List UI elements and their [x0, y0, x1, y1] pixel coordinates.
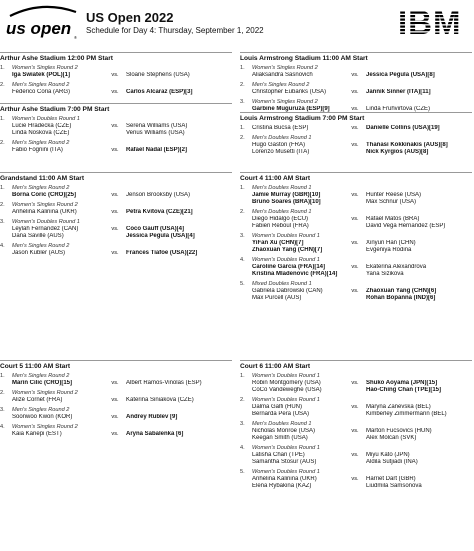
teams-line [0, 233, 232, 240]
vs-label [344, 459, 366, 466]
player-b: Alex Molcan (SVK) [366, 435, 417, 441]
teams-line [240, 483, 472, 490]
teams-line [0, 397, 232, 404]
player-a: Keegan Smith (USA) [252, 435, 308, 441]
player-b: Miyu Kato (JPN) [366, 452, 410, 458]
player-a: Lucie Hradecka (CZE) [12, 123, 72, 129]
vs-label: vs. [111, 192, 119, 198]
match-event [240, 469, 472, 476]
player-b: Jannik Sinner (ITA)[11] [366, 89, 431, 95]
event-name: Women's Doubles Round 1 [12, 219, 80, 225]
event-name: Women's Singles Round 2 [12, 390, 78, 396]
player-a: Hugo Gaston (FRA) [252, 142, 306, 148]
match-row [240, 185, 472, 206]
match-event [240, 445, 472, 452]
court-heading: Louis Armstrong Stadium 7:00 PM Start [240, 112, 472, 122]
match-number: 1. [0, 185, 5, 191]
teams-line [240, 264, 472, 271]
teams-line [0, 209, 232, 216]
court-section-ash-noon [0, 52, 232, 99]
vs-label: vs. [351, 106, 359, 112]
teams-line [0, 147, 232, 154]
player-b: Hunter Reese (USA) [366, 192, 422, 198]
match-row [0, 219, 232, 240]
event-name: Men's Singles Round 2 [12, 185, 70, 191]
event-name: Women's Singles Round 2 [252, 65, 318, 71]
teams-line [0, 89, 232, 96]
player-b: Maryna Zanevska (BEL) [366, 404, 431, 410]
vs-label [344, 295, 366, 302]
teams-line [240, 271, 472, 278]
event-name: Women's Singles Round 2 [12, 424, 78, 430]
player-a: Fabio Fognini (ITA) [12, 147, 63, 153]
vs-label: vs. [111, 123, 119, 129]
teams-line [240, 411, 472, 418]
match-number: 2. [240, 209, 245, 215]
teams-line [240, 288, 472, 295]
player-b: Shuko Aoyama (JPN)[15] [366, 380, 438, 386]
teams-line [240, 247, 472, 254]
teams-line [240, 435, 472, 442]
match-event [0, 373, 232, 380]
match-row [240, 82, 472, 96]
match-number: 1. [0, 65, 5, 71]
match-event [0, 185, 232, 192]
player-b: Kimberley Zimmermann (BEL) [366, 411, 447, 417]
player-a: Jason Kubler (AUS) [12, 250, 66, 256]
teams-line [240, 89, 472, 96]
player-a: Kristina Mladenovic (FRA)[14] [252, 271, 338, 277]
page-title: US Open 2022 [86, 10, 174, 25]
vs-label [344, 199, 366, 206]
ibm-logo [398, 8, 468, 41]
vs-label: vs. [351, 380, 359, 386]
player-b: Andrey Rublev [9] [126, 414, 178, 420]
match-event [240, 135, 472, 142]
player-b: Zhaoxuan Yang (CHN)[6] [366, 288, 437, 294]
vs-label: vs. [111, 397, 119, 403]
match-event [0, 82, 232, 89]
player-a: Fabien Reboul (FRA) [252, 223, 309, 229]
match-number: 3. [0, 407, 5, 413]
match-event [240, 65, 472, 72]
player-a: Anhelina Kalinina (UKR) [252, 476, 317, 482]
page-subtitle: Schedule for Day 4: Thursday, September 1, 2022 [86, 26, 264, 35]
teams-line [240, 216, 472, 223]
match-number: 1. [0, 373, 5, 379]
player-a: Garbine Muguruza (ESP)[9] [252, 106, 330, 112]
teams-line [240, 125, 472, 132]
match-number: 3. [240, 99, 245, 105]
player-b: Harriet Dart (GBR) [366, 476, 416, 482]
match-number: 2. [0, 82, 5, 88]
player-b: Aldila Sutjiadi (INA) [366, 459, 418, 465]
match-event [0, 116, 232, 123]
match-number: 4. [240, 445, 245, 451]
player-b: Danielle Collins (USA)[19] [366, 125, 440, 131]
event-name: Women's Doubles Round 1 [252, 257, 320, 263]
match-number: 5. [240, 281, 245, 287]
match-row [0, 202, 232, 216]
match-row [240, 209, 472, 230]
player-a: Robin Montgomery (USA) [252, 380, 321, 386]
svg-text:®: ® [74, 35, 77, 40]
vs-label: vs. [351, 452, 359, 458]
teams-line [0, 130, 232, 137]
vs-label: vs. [111, 72, 119, 78]
player-b: Jessica Pegula (USA)[4] [126, 233, 195, 239]
vs-label: vs. [111, 147, 119, 153]
player-a: Aliaksandra Sasnovich [252, 72, 313, 78]
match-row [0, 424, 232, 438]
page-header [0, 0, 474, 46]
player-b: Rafael Nadal (ESP)[2] [126, 147, 188, 153]
player-a: Dana Saville (AUS) [12, 233, 64, 239]
player-a: Caroline Garcia (FRA)[14] [252, 264, 326, 270]
match-row [240, 125, 472, 132]
player-b: Katerina Siniakova (CZE) [126, 397, 194, 403]
player-a: Diego Hidalgo (ECU) [252, 216, 309, 222]
vs-label: vs. [111, 380, 119, 386]
match-row [240, 445, 472, 466]
match-number: 2. [240, 135, 245, 141]
vs-label [344, 223, 366, 230]
player-a: Bernarda Pera (USA) [252, 411, 310, 417]
teams-line [0, 380, 232, 387]
match-event [240, 257, 472, 264]
match-number: 1. [240, 185, 245, 191]
vs-label: vs. [111, 250, 119, 256]
court-section-ash-night [0, 103, 232, 157]
player-b: Jenson Brooksby (USA) [126, 192, 191, 198]
event-name: Men's Singles Round 2 [12, 373, 70, 379]
match-number: 2. [0, 390, 5, 396]
vs-label [104, 130, 126, 137]
match-row [0, 390, 232, 404]
match-event [240, 421, 472, 428]
event-name: Women's Singles Round 2 [12, 65, 78, 71]
match-row [0, 82, 232, 96]
vs-label: vs. [111, 89, 119, 95]
match-row [240, 257, 472, 278]
player-a: Gabriela Dabrowski (CAN) [252, 288, 323, 294]
teams-line [240, 380, 472, 387]
match-number: 3. [240, 421, 245, 427]
event-name: Women's Doubles Round 1 [252, 397, 320, 403]
match-number: 2. [0, 202, 5, 208]
event-name: Men's Doubles Round 1 [252, 135, 312, 141]
player-a: Zhaoxuan Yang (CHN)[7] [252, 247, 323, 253]
us-open-logo [4, 2, 82, 42]
teams-line [240, 428, 472, 435]
teams-line [240, 459, 472, 466]
player-a: Linda Noskova (CZE) [12, 130, 70, 136]
match-row [240, 281, 472, 302]
court-section-armstrong-night [240, 112, 472, 159]
court-heading: Court 5 11:00 AM Start [0, 360, 232, 370]
event-name: Women's Doubles Round 1 [12, 116, 80, 122]
match-number: 4. [240, 257, 245, 263]
court-section-court6 [240, 360, 472, 493]
teams-line [240, 476, 472, 483]
match-row [240, 373, 472, 394]
vs-label [344, 435, 366, 442]
event-name: Women's Doubles Round 1 [252, 233, 320, 239]
match-number: 4. [0, 243, 5, 249]
match-event [240, 82, 472, 89]
match-row [240, 135, 472, 156]
match-number: 1. [0, 116, 5, 122]
teams-line [0, 72, 232, 79]
teams-line [240, 452, 472, 459]
teams-line [0, 123, 232, 130]
teams-line [240, 295, 472, 302]
player-b: Carlos Alcaraz (ESP)[3] [126, 89, 193, 95]
player-b: Serena Williams (USA) [126, 123, 188, 129]
player-a: Cristina Bucsa (ESP) [252, 125, 309, 131]
match-number: 2. [240, 82, 245, 88]
player-a: Iga Swiatek (POL)[1] [12, 72, 71, 78]
teams-line [240, 149, 472, 156]
vs-label: vs. [351, 216, 359, 222]
player-a: Alizé Cornet (FRA) [12, 397, 63, 403]
event-name: Men's Singles Round 2 [12, 243, 70, 249]
event-name: Men's Singles Round 2 [12, 407, 70, 413]
player-a: Soonwoo Kwon (KOR) [12, 414, 73, 420]
court-heading: Arthur Ashe Stadium 12:00 PM Start [0, 52, 232, 62]
vs-label: vs. [111, 226, 119, 232]
vs-label: vs. [351, 142, 359, 148]
court-section-armstrong-day [240, 52, 472, 116]
player-b: Venus Williams (USA) [126, 130, 185, 136]
vs-label: vs. [111, 431, 119, 437]
player-b: Aryna Sabalenka [6] [126, 431, 184, 437]
vs-label: vs. [351, 264, 359, 270]
teams-line [0, 226, 232, 233]
teams-line [0, 414, 232, 421]
teams-line [240, 72, 472, 79]
teams-line [0, 192, 232, 199]
match-row [240, 469, 472, 490]
vs-label [344, 483, 366, 490]
teams-line [240, 223, 472, 230]
court-section-court5 [0, 360, 232, 441]
player-a: Samantha Stosur (AUS) [252, 459, 317, 465]
match-event [240, 185, 472, 192]
match-event [240, 209, 472, 216]
player-b: David Vega Hernandez (ESP) [366, 223, 446, 229]
player-a: Latisha Chan (TPE) [252, 452, 305, 458]
match-row [0, 407, 232, 421]
event-name: Mixed Doubles Round 1 [252, 281, 312, 287]
vs-label [344, 271, 366, 278]
player-b: Xinyun Han (CHN) [366, 240, 416, 246]
event-name: Women's Singles Round 2 [252, 99, 318, 105]
vs-label: vs. [351, 288, 359, 294]
player-b: Yana Sizikova [366, 271, 404, 277]
player-a: Bruno Soares (BRA)[10] [252, 199, 321, 205]
player-a: Jamie Murray (GBR)[10] [252, 192, 321, 198]
match-row [240, 233, 472, 254]
player-b: Frances Tiafoe (USA)[22] [126, 250, 198, 256]
event-name: Men's Singles Round 2 [12, 82, 70, 88]
player-a: Lorenzo Musetti (ITA) [252, 149, 310, 155]
vs-label: vs. [351, 428, 359, 434]
match-event [0, 140, 232, 147]
vs-label: vs. [351, 125, 359, 131]
player-a: Christopher Eubanks (USA) [252, 89, 327, 95]
match-event [0, 424, 232, 431]
court-heading: Court 6 11:00 AM Start [240, 360, 472, 370]
vs-label [344, 387, 366, 394]
vs-label: vs. [111, 414, 119, 420]
match-event [240, 233, 472, 240]
court-section-grandstand [0, 172, 232, 260]
player-b: Jessica Pegula (USA)[8] [366, 72, 435, 78]
match-event [0, 219, 232, 226]
event-name: Women's Doubles Round 1 [252, 469, 320, 475]
vs-label [344, 149, 366, 156]
player-a: Max Purcell (AUS) [252, 295, 302, 301]
match-row [0, 140, 232, 154]
player-b: Linda Fruhvirtova (CZE) [366, 106, 431, 112]
event-name: Men's Singles Round 2 [12, 140, 70, 146]
match-number: 3. [0, 219, 5, 225]
player-b: Albert Ramos-Vinolas (ESP) [126, 380, 202, 386]
vs-label: vs. [351, 89, 359, 95]
player-b: Rohan Bopanna (IND)[6] [366, 295, 436, 301]
vs-label: vs. [351, 476, 359, 482]
svg-text:us open: us open [6, 19, 72, 38]
match-number: 1. [240, 373, 245, 379]
match-event [0, 65, 232, 72]
match-number: 2. [0, 140, 5, 146]
player-b: Nick Kyrgios (AUS)[8] [366, 149, 429, 155]
match-number: 3. [240, 233, 245, 239]
event-name: Men's Doubles Round 1 [252, 185, 312, 191]
teams-line [240, 142, 472, 149]
player-b: Evgeniya Rodina [366, 247, 412, 253]
player-a: Kaia Kanepi (EST) [12, 431, 62, 437]
player-a: CoCo Vandeweghe (USA) [252, 387, 322, 393]
match-row [0, 373, 232, 387]
match-row [240, 397, 472, 418]
player-b: Thanasi Kokkinakis (AUS)[8] [366, 142, 448, 148]
vs-label: vs. [111, 209, 119, 215]
player-a: Anhelina Kalinina (UKR) [12, 209, 77, 215]
vs-label: vs. [351, 72, 359, 78]
player-b: Hao-Ching Chan (TPE)[15] [366, 387, 441, 393]
vs-label: vs. [351, 404, 359, 410]
teams-line [240, 387, 472, 394]
player-b: Sloane Stephens (USA) [126, 72, 190, 78]
match-event [240, 281, 472, 288]
event-name: Men's Doubles Round 1 [252, 421, 312, 427]
vs-label [344, 411, 366, 418]
court-heading: Court 4 11:00 AM Start [240, 172, 472, 182]
player-a: Borna Coric (CRO)[25] [12, 192, 77, 198]
match-row [240, 421, 472, 442]
event-name: Men's Doubles Round 1 [252, 209, 312, 215]
teams-line [0, 431, 232, 438]
match-event [0, 390, 232, 397]
teams-line [240, 192, 472, 199]
vs-label: vs. [351, 192, 359, 198]
player-a: YiFan Xu (CHN)[7] [252, 240, 304, 246]
match-row [240, 99, 472, 113]
match-row [0, 116, 232, 137]
match-event [240, 373, 472, 380]
player-a: Nicholas Monroe (USA) [252, 428, 316, 434]
vs-label [104, 233, 126, 240]
player-a: Elena Rybakina (KAZ) [252, 483, 312, 489]
event-name: Men's Singles Round 2 [252, 82, 310, 88]
vs-label [344, 247, 366, 254]
match-number: 1. [240, 125, 245, 131]
event-name: Women's Doubles Round 1 [252, 445, 320, 451]
match-number: 4. [0, 424, 5, 430]
match-event [240, 99, 472, 106]
teams-line [240, 199, 472, 206]
match-event [0, 202, 232, 209]
player-b: Ekaterina Alexandrova [366, 264, 427, 270]
teams-line [240, 404, 472, 411]
player-b: Coco Gauff (USA)[4] [126, 226, 184, 232]
match-row [0, 65, 232, 79]
teams-line [240, 240, 472, 247]
match-event [0, 243, 232, 250]
event-name: Women's Singles Round 2 [12, 202, 78, 208]
player-a: Marin Cilic (CRO)[15] [12, 380, 73, 386]
match-row [240, 65, 472, 79]
court-section-court4 [240, 172, 472, 305]
event-name: Women's Doubles Round 1 [252, 373, 320, 379]
player-b: Liudmila Samsonova [366, 483, 422, 489]
match-row [0, 243, 232, 257]
court-heading: Louis Armstrong Stadium 11:00 AM Start [240, 52, 472, 62]
match-event [0, 407, 232, 414]
svg-text:IBM: IBM [398, 8, 462, 36]
player-b: Max Schnur (USA) [366, 199, 417, 205]
match-number: 2. [240, 397, 245, 403]
match-event [240, 397, 472, 404]
court-heading: Grandstand 11:00 AM Start [0, 172, 232, 182]
player-a: Dalma Galfi (HUN) [252, 404, 303, 410]
court-heading: Arthur Ashe Stadium 7:00 PM Start [0, 103, 232, 113]
player-b: Rafael Matos (BRA) [366, 216, 420, 222]
match-number: 5. [240, 469, 245, 475]
player-a: Federico Coria (ARG) [12, 89, 71, 95]
player-b: Petra Kvitova (CZE)[21] [126, 209, 193, 215]
vs-label: vs. [351, 240, 359, 246]
player-b: Marton Fucsovics (HUN) [366, 428, 432, 434]
match-row [0, 185, 232, 199]
match-number: 1. [240, 65, 245, 71]
teams-line [0, 250, 232, 257]
player-a: Leylah Fernandez (CAN) [12, 226, 79, 232]
